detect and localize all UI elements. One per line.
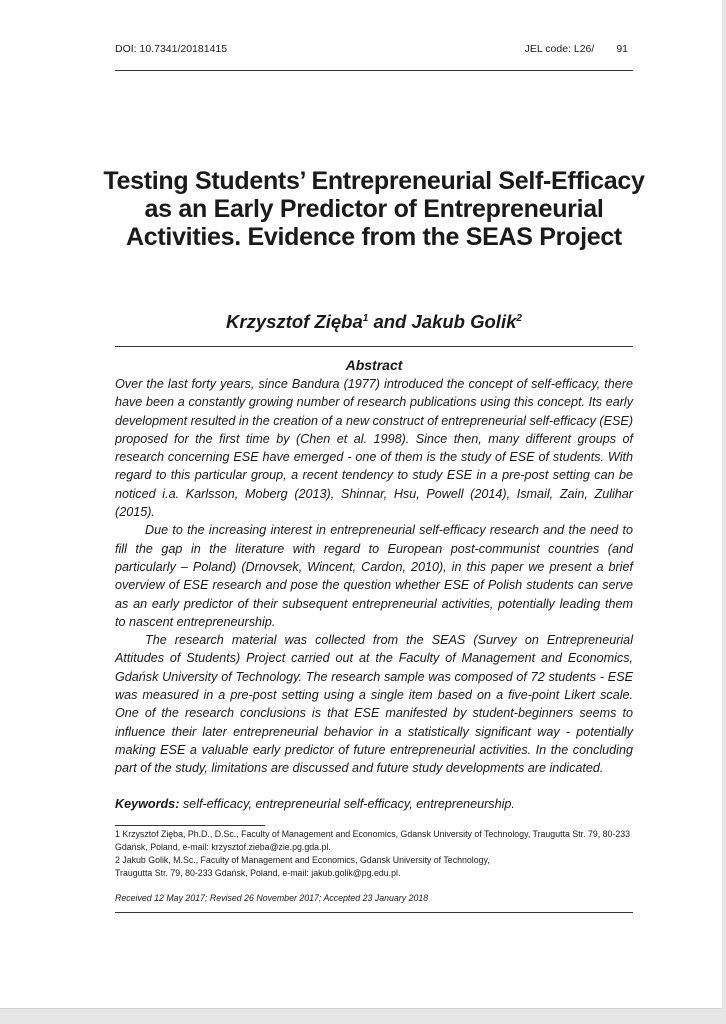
doi-text: DOI: 10.7341/20181415 (115, 43, 228, 55)
running-header (115, 42, 628, 56)
abstract-heading: Abstract (345, 357, 403, 373)
jel-code: JEL code: L26/ (524, 43, 595, 55)
keywords-text: self-efficacy, entrepreneurial self-efficacy, entrepreneurship. (179, 797, 515, 811)
authors-rule (115, 346, 633, 347)
author-1-footnote-mark: 1 (362, 313, 369, 324)
received-dates: Received 12 May 2017; Revised 26 November 2017; Accepted 23 January 2018 (115, 893, 429, 903)
paper-title: Testing Students’ Entrepreneurial Self-Efficacy as an Early Predictor of Entrepreneurial Activities. Evidence from the SEAS Project (103, 167, 645, 251)
page-number: 91 (616, 43, 628, 55)
footnote: 2 Jakub Golik, M.Sc., Faculty of Management and Economics, Gdansk University of Technology, (115, 855, 490, 865)
author-1: Krzysztof Zięba (226, 311, 363, 332)
keywords-line (115, 795, 633, 813)
footnote-rule (115, 825, 265, 826)
author-2: Jakub Golik (411, 311, 517, 332)
author-2-footnote-mark: 2 (516, 313, 522, 324)
abstract-body (115, 375, 633, 778)
header-rule (115, 70, 633, 71)
footnotes (115, 828, 635, 880)
abstract-paragraph: Due to the increasing interest in entrepreneurial self-efficacy research and the need to fill the gap in the literature with regard to European post-communist countries (and particularly – Poland) (Drnovsek, Wincent, Cardon, 2010), in this paper we present a brief overview of ESE research and pose the question whether ESE of Polish students can serve as an early predictor of their subsequent entrepreneurial activities, potentially leading them to nascent entrepreneurship. (115, 523, 633, 629)
footnote: Traugutta Str. 79, 80-233 Gdańsk, Poland, e-mail: jakub.golik@pg.edu.pl. (115, 868, 401, 878)
abstract-paragraph: The research material was collected from the SEAS (Survey on Entrepreneurial Attitudes of Students) Project carried out at the Faculty of Management and Economics, Gdańsk University of Technology. The research sample was composed of 72 students - ESE was measured in a pre-post setting using a single item based on a five-point Likert scale. One of the research conclusions is that ESE manifested by student-beginners seems to influence their later entrepreneurial behavior in a statistically significant way - potentially making ESE a valuable early predictor of future entrepreneurial activities. In the concluding part of the study, limitations are discussed and future study developments are indicated. (115, 633, 633, 776)
keywords-label: Keywords: (115, 797, 180, 811)
footnote: 1 Krzysztof Zięba, Ph.D., D.Sc., Faculty of Management and Economics, Gdansk University of Technology, Traugutta Str. 79, 80-233 Gdańsk, Poland, e-mail: krzysztof.zieba@zie.pg.gda.pl. (115, 829, 631, 852)
bottom-rule (115, 912, 633, 913)
author-connector: and (368, 311, 412, 332)
abstract-paragraph: Over the last forty years, since Bandura (1977) introduced the concept of self-efficacy, there have been a constantly growing number of research publications using this concept. Its early development resulted in the creation of a new construct of entrepreneurial self-efficacy (ESE) proposed for the first time by (Chen et al. 1998). Since then, many different groups of research concerning ESE have emerged - one of them is the study of ESE of students. With regard to this particular group, a recent tendency to study ESE in a pre-post setting can be noticed i.a. Karlsson, Moberg (2013), Shinnar, Hsu, Powell (2014), Ismail, Zain, Zulihar (2015). (115, 377, 634, 520)
author-line (115, 310, 633, 334)
